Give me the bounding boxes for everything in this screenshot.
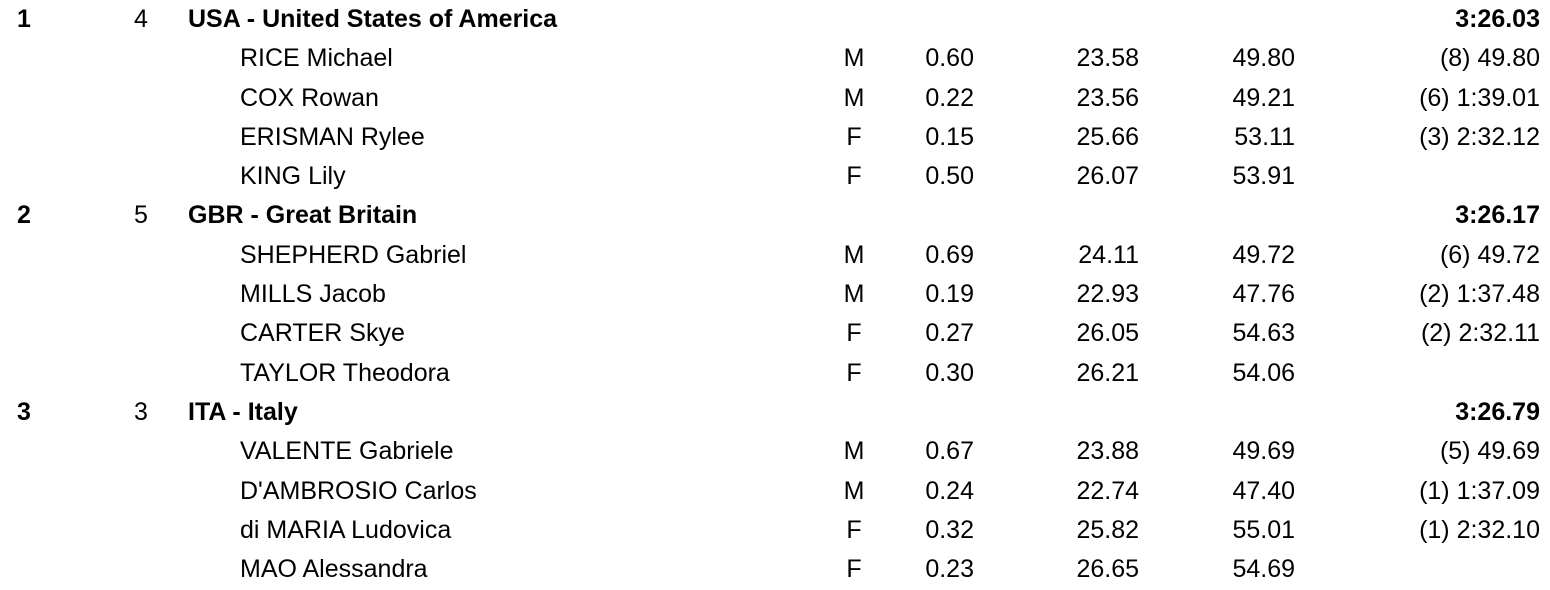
reaction-time: 0.30 [925, 358, 974, 387]
swimmer-name: di MARIA Ludovica [240, 515, 452, 544]
swimmer-name: COX Rowan [240, 83, 379, 112]
reaction-time: 0.15 [925, 122, 974, 151]
split-100m: 55.01 [1232, 515, 1295, 544]
split-100m: 54.63 [1232, 319, 1295, 348]
split-50m: 25.66 [1076, 122, 1139, 151]
reaction-time: 0.60 [925, 44, 974, 73]
swimmer-row [0, 354, 1550, 393]
swimmer-row [0, 275, 1550, 314]
cumulative-time: (6) 49.72 [1439, 240, 1540, 269]
split-50m: 26.05 [1076, 319, 1139, 348]
swimmer-row [0, 157, 1550, 196]
swimmer-name: ERISMAN Rylee [240, 122, 425, 151]
split-100m: 53.91 [1232, 162, 1295, 191]
team-row [0, 393, 1550, 432]
reaction-time: 0.67 [925, 437, 974, 466]
swimmer-name: MILLS Jacob [240, 280, 386, 309]
swimmer-row [0, 118, 1550, 157]
swimmer-name: VALENTE Gabriele [240, 437, 454, 466]
split-50m: 24.11 [1078, 240, 1139, 269]
swimmer-row [0, 432, 1550, 471]
reaction-time: 0.22 [925, 83, 974, 112]
swimmer-name: MAO Alessandra [240, 555, 428, 584]
team-name: ITA - Italy [188, 397, 298, 426]
swimmer-gender: F [846, 358, 862, 387]
swimmer-gender: M [843, 280, 865, 309]
team-name: USA - United States of America [188, 5, 558, 33]
cumulative-time: (2) 1:37.48 [1419, 280, 1540, 309]
split-100m: 54.69 [1232, 555, 1295, 584]
swimmer-gender: F [846, 555, 862, 584]
team-row [0, 0, 1550, 39]
split-100m: 49.69 [1232, 437, 1295, 466]
split-100m: 49.72 [1232, 240, 1295, 269]
swimmer-row [0, 472, 1550, 511]
reaction-time: 0.23 [925, 555, 974, 584]
swimmer-name: TAYLOR Theodora [240, 358, 450, 387]
swimmer-name: RICE Michael [240, 44, 393, 73]
swimmer-gender: F [846, 319, 862, 348]
swimmer-gender: M [843, 437, 865, 466]
team-rank: 3 [17, 397, 31, 426]
cumulative-time: (6) 1:39.01 [1419, 83, 1540, 112]
swimmer-name: SHEPHERD Gabriel [240, 240, 467, 269]
swimmer-name: D'AMBROSIO Carlos [240, 476, 477, 505]
split-100m: 54.06 [1232, 358, 1295, 387]
split-100m: 53.11 [1234, 122, 1295, 151]
team-rank: 2 [17, 201, 31, 230]
split-100m: 49.80 [1232, 44, 1295, 73]
swimmer-name: KING Lily [240, 162, 346, 191]
swimmer-row [0, 314, 1550, 353]
swimmer-gender: M [843, 83, 865, 112]
split-50m: 22.74 [1076, 476, 1139, 505]
swimmer-gender: F [846, 122, 862, 151]
split-50m: 22.93 [1076, 280, 1139, 309]
split-50m: 26.65 [1076, 555, 1139, 584]
split-100m: 47.40 [1232, 476, 1295, 505]
team-final-time: 3:26.17 [1455, 201, 1540, 230]
reaction-time: 0.27 [925, 319, 974, 348]
cumulative-time: (1) 1:37.09 [1419, 476, 1540, 505]
swimmer-gender: F [846, 162, 862, 191]
split-50m: 23.88 [1076, 437, 1139, 466]
team-lane: 5 [134, 201, 148, 230]
split-100m: 47.76 [1232, 280, 1295, 309]
team-name: GBR - Great Britain [188, 201, 418, 230]
swimmer-gender: M [843, 476, 865, 505]
reaction-time: 0.19 [925, 280, 974, 309]
reaction-time: 0.50 [925, 162, 974, 191]
swimmer-gender: M [843, 240, 865, 269]
swimmer-name: CARTER Skye [240, 319, 405, 348]
cumulative-time: (3) 2:32.12 [1419, 122, 1540, 151]
split-50m: 23.56 [1076, 83, 1139, 112]
swimmer-row [0, 550, 1550, 589]
cumulative-time: (1) 2:32.10 [1419, 515, 1540, 544]
team-lane: 4 [134, 5, 148, 33]
split-50m: 26.07 [1076, 162, 1139, 191]
team-row [0, 196, 1550, 235]
swimmer-gender: M [843, 44, 865, 73]
swimmer-row [0, 511, 1550, 550]
team-final-time: 3:26.79 [1455, 397, 1540, 426]
cumulative-time: (2) 2:32.11 [1420, 319, 1540, 348]
swimmer-gender: F [846, 515, 862, 544]
split-100m: 49.21 [1232, 83, 1295, 112]
reaction-time: 0.32 [925, 515, 974, 544]
swimmer-row [0, 79, 1550, 118]
reaction-time: 0.69 [925, 240, 974, 269]
split-50m: 25.82 [1076, 515, 1139, 544]
team-lane: 3 [134, 397, 148, 426]
split-50m: 26.21 [1076, 358, 1139, 387]
cumulative-time: (8) 49.80 [1439, 44, 1540, 73]
team-rank: 1 [17, 5, 31, 33]
reaction-time: 0.24 [925, 476, 974, 505]
cumulative-time: (5) 49.69 [1439, 437, 1540, 466]
swimmer-row [0, 236, 1550, 275]
split-50m: 23.58 [1076, 44, 1139, 73]
team-final-time: 3:26.03 [1455, 5, 1540, 33]
swimmer-row [0, 39, 1550, 78]
